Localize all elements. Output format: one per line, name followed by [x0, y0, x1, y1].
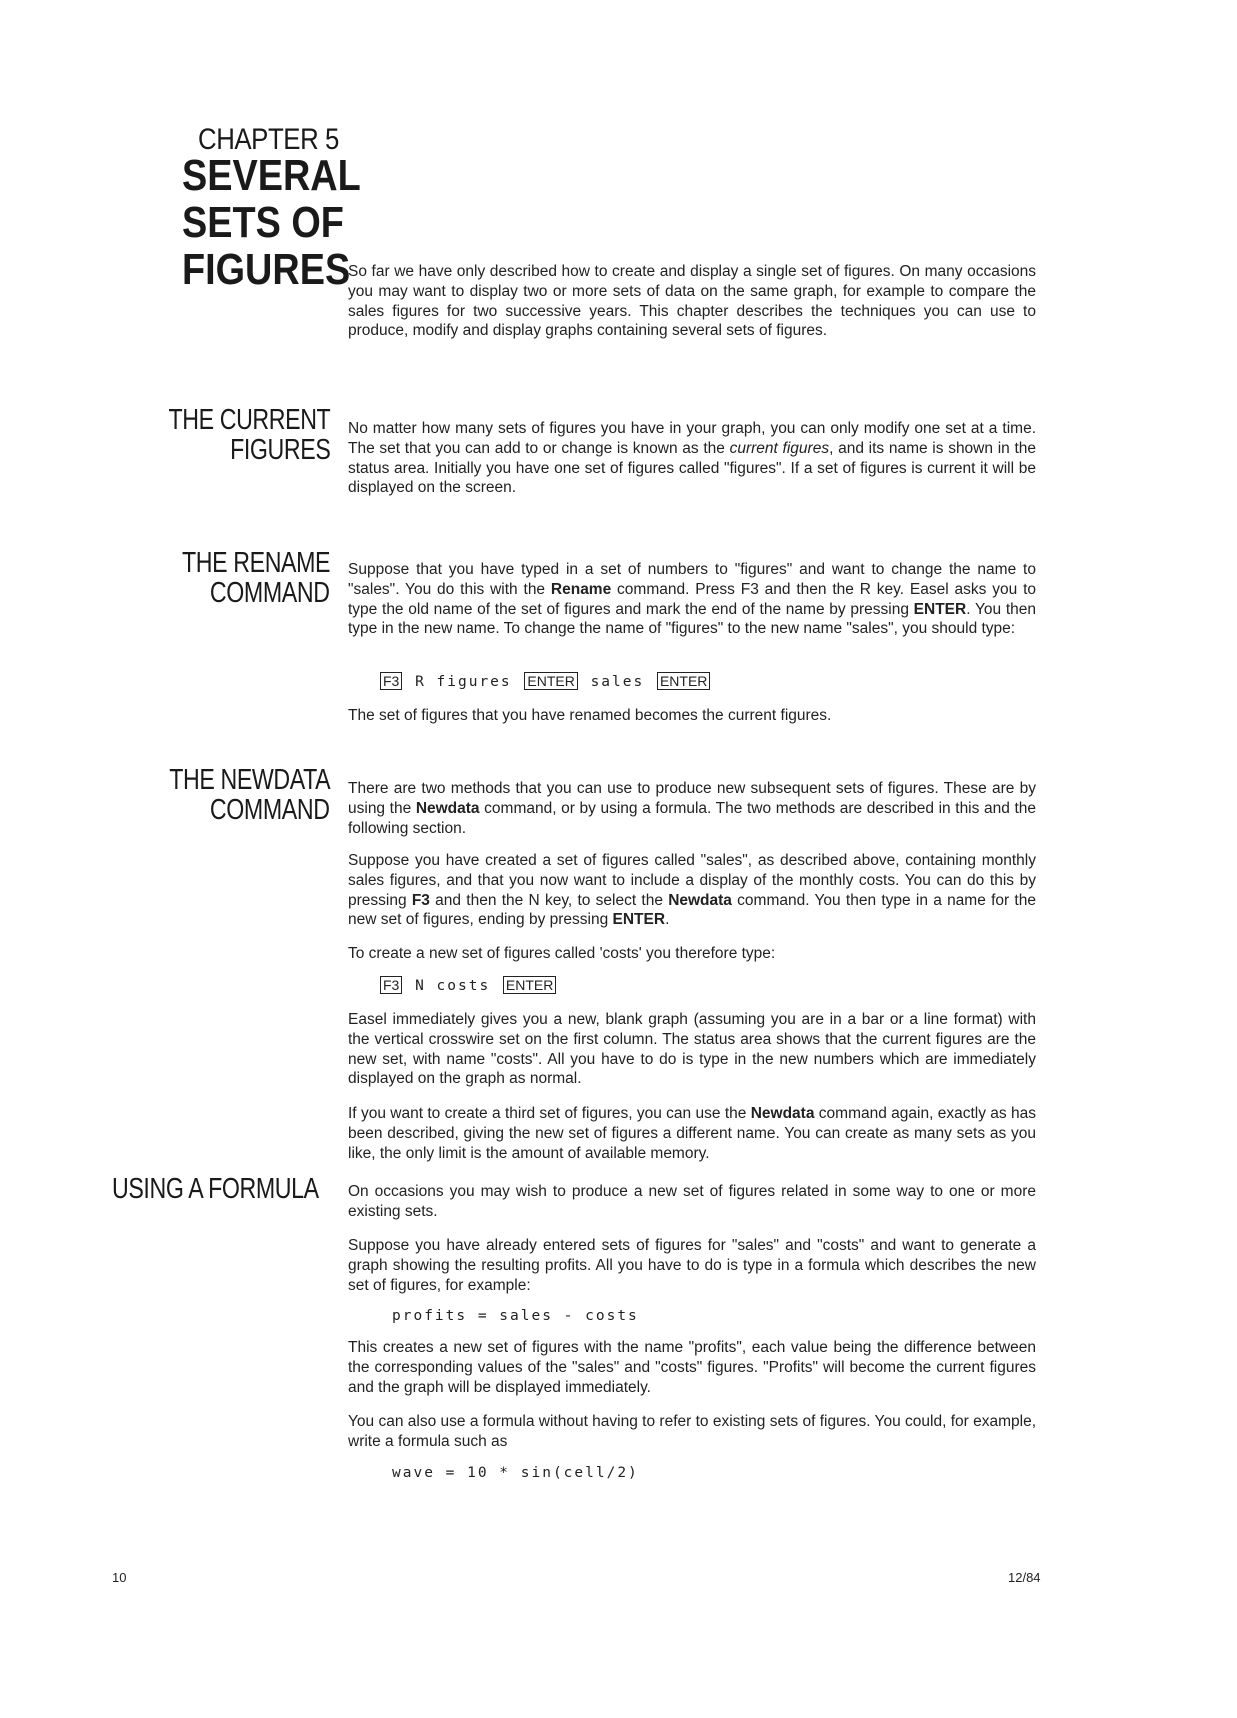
newdata-paragraph-5: If you want to create a third set of figures, you can use the Newdata command again, exactly as has been described, giving the new set of figures a different name. You can create as many sets as you like, the only limit is the amount of available memory. — [348, 1105, 1036, 1162]
newdata-paragraph-3: To create a new set of figures called 'costs' you therefore type: — [348, 945, 776, 962]
rename-paragraph-2: The set of figures that you have renamed becomes the current figures. — [348, 707, 832, 724]
newdata-paragraph-1: There are two methods that you can use to produce new subsequent sets of figures. These are by using the Newdata command, or by using a formula. The two methods are described in this and the following section. — [348, 780, 1036, 837]
formula-paragraph-2: Suppose you have already entered sets of figures for "sales" and "costs" and want to generate a graph showing the resulting profits. All you have to do is type in a formula which describes the new set of figures, for example: — [348, 1237, 1036, 1294]
chapter-title-line-3: FIGURES — [182, 245, 351, 294]
formula-paragraph-1: On occasions you may wish to produce a new set of figures related in some way to one or more existing sets. — [348, 1183, 1036, 1220]
date-code: 12/84 — [1008, 1570, 1041, 1585]
f3-key: F3 — [380, 672, 402, 690]
section-heading-newdata-command: THE NEWDATA COMMAND — [168, 764, 330, 826]
enter-key: ENTER — [657, 672, 710, 690]
page-number: 10 — [112, 1570, 127, 1585]
formula-code-example-1: profits = sales - costs — [392, 1308, 639, 1324]
chapter-title — [182, 152, 361, 293]
intro-paragraph: So far we have only described how to create and display a single set of figures. On many occasions you may want to display two or more sets of data on the same graph, for example to compare the sales figures for two successive years. This chapter describes the techniques you can use to produce, modify and display graphs containing several sets of figures. — [348, 263, 1036, 340]
section-heading-rename-command: THE RENAME COMMAND — [181, 547, 330, 609]
chapter-label: CHAPTER 5 — [198, 123, 339, 156]
rename-code-example: F3 R figures ENTER sales ENTER — [378, 672, 712, 690]
section-heading-using-a-formula: USING A FORMULA — [112, 1173, 319, 1205]
enter-key: ENTER — [524, 672, 577, 690]
enter-key: ENTER — [503, 976, 556, 994]
rename-paragraph-1: Suppose that you have typed in a set of numbers to "figures" and want to change the name to "sales". You do this with the Rename command. Press F3 and then the R key. Easel asks you to type the old name of the set of figures and mark the end of the name by pressing ENTER. You then type in the new name. To change the name of "figures" to the new name "sales", you should type: — [348, 561, 1036, 638]
formula-code-example-2: wave = 10 * sin(cell/2) — [392, 1465, 639, 1481]
newdata-code-example: F3 N costs ENTER — [378, 976, 558, 994]
formula-paragraph-4: You can also use a formula without having to refer to existing sets of figures. You could, for example, write a formula such as — [348, 1413, 1036, 1450]
chapter-title-line-1: SEVERAL — [182, 151, 361, 200]
newdata-paragraph-2: Suppose you have created a set of figures called "sales", as described above, containing monthly sales figures, and that you now want to include a display of the monthly costs. You can do this by pressing F3 and then the N key, to select the Newdata command. You then type in a name for the new set of figures, ending by pressing ENTER. — [348, 852, 1036, 929]
newdata-paragraph-4: Easel immediately gives you a new, blank graph (assuming you are in a bar or a line format) with the vertical crosswire set on the first column. The status area shows that the current figures are the new set, with name "costs". All you have to do is type in the new numbers which are immediately displayed on the graph as normal. — [348, 1011, 1036, 1088]
current-figures-paragraph: No matter how many sets of figures you have in your graph, you can only modify one set at a time. The set that you can add to or change is known as the current figures, and its name is shown in the status area. Initially you have one set of figures called "figures". If a set of figures is current it will be displayed on the screen. — [348, 420, 1036, 497]
formula-paragraph-3: This creates a new set of figures with the name "profits", each value being the difference between the corresponding values of the "sales" and "costs" figures. "Profits" will become the current figures and the graph will be displayed immediately. — [348, 1339, 1036, 1396]
section-heading-current-figures: THE CURRENT FIGURES — [168, 404, 330, 466]
f3-key: F3 — [380, 976, 402, 994]
chapter-title-line-2: SETS OF — [182, 198, 344, 247]
